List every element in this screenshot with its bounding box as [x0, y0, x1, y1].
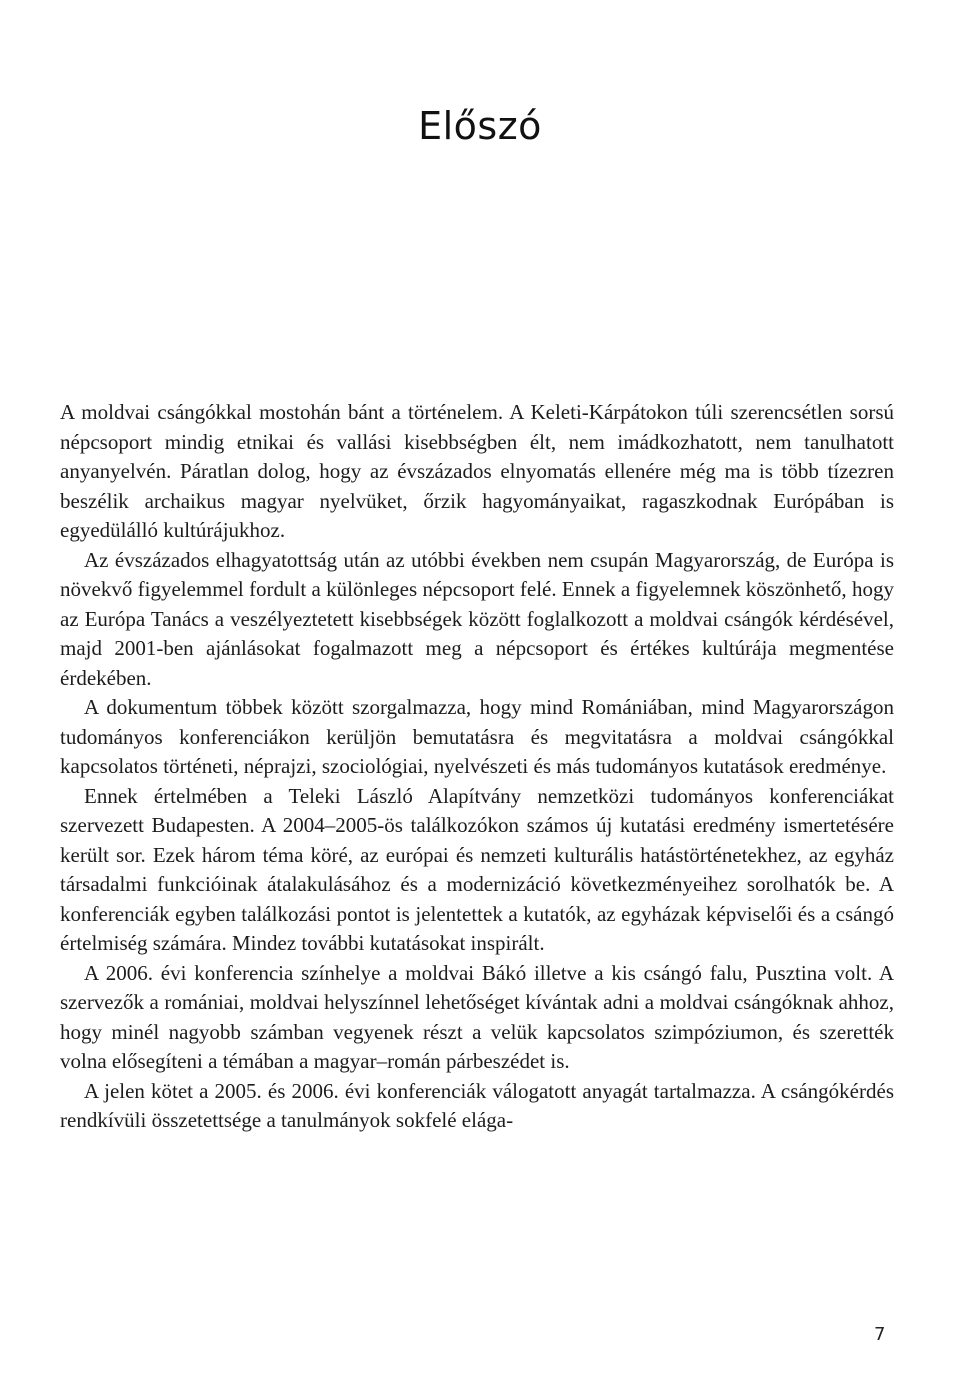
- paragraph-4: Ennek értelmében a Teleki László Alapítvány nemzetközi tudományos konferenciákat szervezett Budapesten. A 2004–2005-ös találkozókon számos új kutatási eredmény ismertetésére került sor. Ezek három téma köré, az európai és nemzeti kulturális hatástörténetekhez, az egyház társadalmi funkcióinak átalakulásához és a modernizáció következményeihez sorolhatók be. A konferenciák egyben találkozási pontot is jelentettek a kutatók, az egyházak képviselői és a csángó értelmiség számára. Mindez további kutatásokat inspirált.: [60, 783, 894, 955]
- body-text: [60, 398, 894, 1136]
- paragraph-1: A moldvai csángókkal mostohán bánt a történelem. A Keleti-Kárpátokon túli szerencsétlen sorsú népcsoport mindig etnikai és vallási kisebbségben élt, nem imádkozhatott, nem tanulhatott anyanyelvén. Páratlan dolog, hogy az évszázados elnyomatás ellenére még ma is több tízezren beszélik archaikus magyar nyelvüket, őrzik hagyományaikat, ragaszkodnak Európában is egyedülálló kultúrájukhoz.: [60, 400, 894, 542]
- page-title: Előszó: [418, 104, 542, 148]
- paragraph-5: A 2006. évi konferencia színhelye a moldvai Bákó illetve a kis csángó falu, Pusztina volt. A szervezők a romániai, moldvai helyszínnel lehetőséget kívántak adni a moldvai csángóknak ahhoz, hogy minél nagyobb számban vegyenek részt a velük kapcsolatos szimpóziumon, és szerették volna elősegíteni a témában a magyar–román párbeszédet is.: [60, 960, 894, 1073]
- paragraph-2: Az évszázados elhagyatottság után az utóbbi években nem csupán Magyarország, de Európa is növekvő figyelemmel fordult a különleges népcsoport felé. Ennek a figyelemnek köszönhető, hogy az Európa Tanács a veszélyeztetett kisebbségek között foglalkozott a moldvai csángók kérdésével, majd 2001-ben ajánlásokat fogalmazott meg a népcsoport és értékes kultúrája megmentése érdekében.: [60, 547, 894, 690]
- page-number: 7: [874, 1324, 886, 1345]
- paragraph-6: A jelen kötet a 2005. és 2006. évi konferenciák válogatott anyagát tartalmazza. A csángókérdés rendkívüli összetettsége a tanulmányok sokfelé elága-: [60, 1078, 894, 1132]
- paragraph-3: A dokumentum többek között szorgalmazza, hogy mind Romániában, mind Magyarországon tudományos konferenciákon kerüljön bemutatásra és megvitatásra a moldvai csángókkal kapcsolatos történeti, néprajzi, szociológiai, nyelvészeti és más tudományos kutatások eredménye.: [60, 695, 894, 778]
